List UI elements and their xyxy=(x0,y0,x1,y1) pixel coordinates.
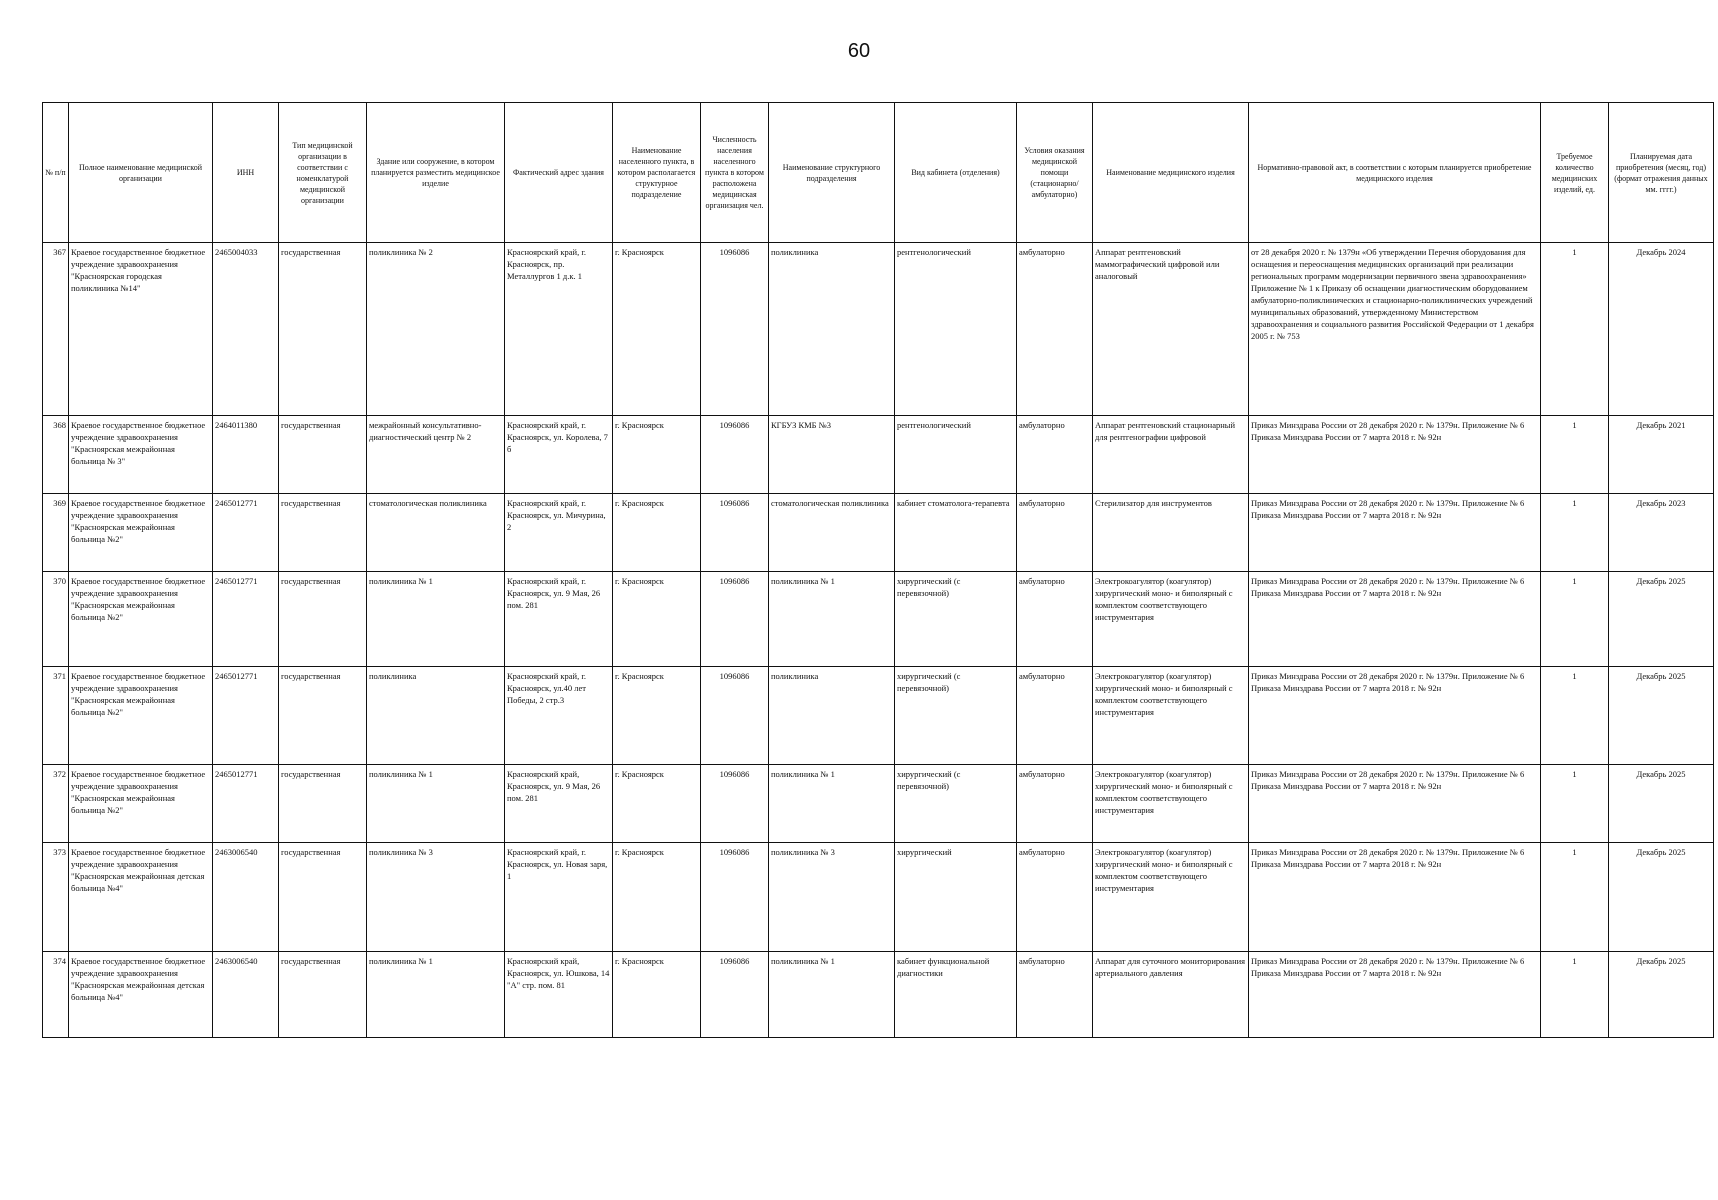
cell-org-type: государственная xyxy=(279,952,367,1038)
cell-legal-act: Приказ Минздрава России от 28 декабря 2020 г. № 1379н. Приложение № 6 Приказа Минздрава России от 7 марта 2018 г. № 92н xyxy=(1249,667,1541,765)
cell-locality: г. Красноярск xyxy=(613,416,701,494)
cell-org-type: государственная xyxy=(279,572,367,667)
cell-population: 1096086 xyxy=(701,667,769,765)
cell-org-type: государственная xyxy=(279,494,367,572)
col-org-type: Тип медицинской организации в соответствии с номенклатурой медицинской организации xyxy=(279,103,367,243)
cell-num: 374 xyxy=(43,952,69,1038)
cell-quantity: 1 xyxy=(1541,416,1609,494)
cell-address: Красноярский край, г. Красноярск, ул. Мичурина, 2 xyxy=(505,494,613,572)
cell-quantity: 1 xyxy=(1541,843,1609,952)
cell-locality: г. Красноярск xyxy=(613,667,701,765)
cell-population: 1096086 xyxy=(701,494,769,572)
cell-building: поликлиника № 1 xyxy=(367,572,505,667)
cell-subdivision: поликлиника № 1 xyxy=(769,572,895,667)
cell-org-name: Краевое государственное бюджетное учреждение здравоохранения "Красноярская межрайонная больница №2" xyxy=(69,494,213,572)
cell-cabinet: хирургический xyxy=(895,843,1017,952)
cell-building: поликлиника № 2 xyxy=(367,243,505,416)
cell-cabinet: рентгенологический xyxy=(895,416,1017,494)
table-row xyxy=(43,667,1714,765)
table-row xyxy=(43,843,1714,952)
cell-inn: 2465012771 xyxy=(213,572,279,667)
cell-device: Аппарат рентгеновский маммографический цифровой или аналоговый xyxy=(1093,243,1249,416)
cell-building: стоматологическая поликлиника xyxy=(367,494,505,572)
cell-quantity: 1 xyxy=(1541,952,1609,1038)
cell-population: 1096086 xyxy=(701,952,769,1038)
cell-address: Красноярский край, Красноярск, ул. Юшкова, 14 "А" стр. пом. 81 xyxy=(505,952,613,1038)
cell-subdivision: поликлиника № 1 xyxy=(769,952,895,1038)
cell-legal-act: Приказ Минздрава России от 28 декабря 2020 г. № 1379н. Приложение № 6 Приказа Минздрава России от 7 марта 2018 г. № 92н xyxy=(1249,416,1541,494)
cell-num: 367 xyxy=(43,243,69,416)
cell-org-type: государственная xyxy=(279,243,367,416)
cell-cabinet: кабинет функциональной диагностики xyxy=(895,952,1017,1038)
col-conditions: Условия оказания медицинской помощи (стационарно/ амбулаторно) xyxy=(1017,103,1093,243)
cell-locality: г. Красноярск xyxy=(613,843,701,952)
cell-num: 370 xyxy=(43,572,69,667)
cell-address: Красноярский край, г. Красноярск, ул. Новая заря, 1 xyxy=(505,843,613,952)
cell-date: Декабрь 2025 xyxy=(1609,843,1714,952)
cell-legal-act: Приказ Минздрава России от 28 декабря 2020 г. № 1379н. Приложение № 6 Приказа Минздрава России от 7 марта 2018 г. № 92н xyxy=(1249,952,1541,1038)
cell-inn: 2464011380 xyxy=(213,416,279,494)
table-row xyxy=(43,416,1714,494)
cell-org-name: Краевое государственное бюджетное учреждение здравоохранения "Красноярская межрайонная больница №2" xyxy=(69,667,213,765)
table-row xyxy=(43,243,1714,416)
cell-legal-act: Приказ Минздрава России от 28 декабря 2020 г. № 1379н. Приложение № 6 Приказа Минздрава России от 7 марта 2018 г. № 92н xyxy=(1249,572,1541,667)
cell-inn: 2465012771 xyxy=(213,667,279,765)
cell-conditions: амбулаторно xyxy=(1017,572,1093,667)
cell-conditions: амбулаторно xyxy=(1017,952,1093,1038)
col-num: № п/п xyxy=(43,103,69,243)
cell-inn: 2463006540 xyxy=(213,843,279,952)
cell-population: 1096086 xyxy=(701,572,769,667)
cell-conditions: амбулаторно xyxy=(1017,765,1093,843)
cell-cabinet: хирургический (с перевязочной) xyxy=(895,765,1017,843)
cell-subdivision: поликлиника № 3 xyxy=(769,843,895,952)
cell-conditions: амбулаторно xyxy=(1017,416,1093,494)
cell-org-type: государственная xyxy=(279,843,367,952)
cell-org-name: Краевое государственное бюджетное учреждение здравоохранения "Красноярская межрайонная детская больница №4" xyxy=(69,952,213,1038)
cell-org-type: государственная xyxy=(279,667,367,765)
cell-quantity: 1 xyxy=(1541,243,1609,416)
cell-cabinet: рентгенологический xyxy=(895,243,1017,416)
col-building: Здание или сооружение, в котором планируется разместить медицинское изделие xyxy=(367,103,505,243)
cell-population: 1096086 xyxy=(701,416,769,494)
cell-subdivision: поликлиника xyxy=(769,243,895,416)
cell-conditions: амбулаторно xyxy=(1017,243,1093,416)
page-number: 60 xyxy=(847,40,871,62)
table-row xyxy=(43,494,1714,572)
cell-num: 368 xyxy=(43,416,69,494)
cell-inn: 2465012771 xyxy=(213,765,279,843)
cell-quantity: 1 xyxy=(1541,494,1609,572)
cell-address: Красноярский край, г. Красноярск, ул. 9 Мая, 26 пом. 281 xyxy=(505,572,613,667)
cell-cabinet: хирургический (с перевязочной) xyxy=(895,572,1017,667)
cell-building: поликлиника № 1 xyxy=(367,952,505,1038)
cell-org-name: Краевое государственное бюджетное учреждение здравоохранения "Красноярская городская поликлиника №14" xyxy=(69,243,213,416)
cell-legal-act: Приказ Минздрава России от 28 декабря 2020 г. № 1379н. Приложение № 6 Приказа Минздрава России от 7 марта 2018 г. № 92н xyxy=(1249,765,1541,843)
cell-conditions: амбулаторно xyxy=(1017,843,1093,952)
cell-building: поликлиника № 1 xyxy=(367,765,505,843)
col-inn: ИНН xyxy=(213,103,279,243)
cell-date: Декабрь 2025 xyxy=(1609,667,1714,765)
cell-legal-act: от 28 декабря 2020 г. № 1379н «Об утверждении Перечня оборудования для оснащения и переоснащения медицинских организаций при реализации региональных программ модернизации первичного звена здравоохранения» Приложение № 1 к Приказу об оснащении диагностическим оборудованием амбулаторно-поликлинических и стационарно-поликлинических учреждений муниципальных образований, утвержденному Министерством здравоохранения и социального развития Российской Федерации от 1 декабря 2005 г. № 753 xyxy=(1249,243,1541,416)
cell-org-name: Краевое государственное бюджетное учреждение здравоохранения "Красноярская межрайонная больница № 3" xyxy=(69,416,213,494)
table-row xyxy=(43,952,1714,1038)
col-device: Наименование медицинского изделия xyxy=(1093,103,1249,243)
cell-building: поликлиника № 3 xyxy=(367,843,505,952)
cell-population: 1096086 xyxy=(701,765,769,843)
cell-inn: 2465012771 xyxy=(213,494,279,572)
cell-device: Электрокоагулятор (коагулятор) хирургический моно- и биполярный с комплектом соответствующего инструментария xyxy=(1093,843,1249,952)
cell-population: 1096086 xyxy=(701,243,769,416)
cell-locality: г. Красноярск xyxy=(613,243,701,416)
cell-date: Декабрь 2024 xyxy=(1609,243,1714,416)
cell-device: Аппарат рентгеновский стационарный для рентгенографии цифровой xyxy=(1093,416,1249,494)
cell-quantity: 1 xyxy=(1541,572,1609,667)
cell-device: Аппарат для суточного мониторирования артериального давления xyxy=(1093,952,1249,1038)
cell-quantity: 1 xyxy=(1541,667,1609,765)
cell-legal-act: Приказ Минздрава России от 28 декабря 2020 г. № 1379н. Приложение № 6 Приказа Минздрава России от 7 марта 2018 г. № 92н xyxy=(1249,494,1541,572)
cell-org-name: Краевое государственное бюджетное учреждение здравоохранения "Красноярская межрайонная больница №2" xyxy=(69,572,213,667)
cell-cabinet: кабинет стоматолога-терапевта xyxy=(895,494,1017,572)
col-cabinet: Вид кабинета (отделения) xyxy=(895,103,1017,243)
col-subdivision: Наименование структурного подразделения xyxy=(769,103,895,243)
cell-date: Декабрь 2025 xyxy=(1609,572,1714,667)
col-quantity: Требуемое количество медицинских изделий, ед. xyxy=(1541,103,1609,243)
col-legal-act: Нормативно-правовой акт, в соответствии с которым планируется приобретение медицинского изделия xyxy=(1249,103,1541,243)
cell-date: Декабрь 2025 xyxy=(1609,765,1714,843)
cell-device: Электрокоагулятор (коагулятор) хирургический моно- и биполярный с комплектом соответствующего инструментария xyxy=(1093,667,1249,765)
cell-address: Красноярский край, г. Красноярск, ул.40 лет Победы, 2 стр.3 xyxy=(505,667,613,765)
cell-conditions: амбулаторно xyxy=(1017,667,1093,765)
cell-address: Красноярский край, г. Красноярск, ул. Королева, 7 б xyxy=(505,416,613,494)
cell-address: Красноярский край, Красноярск, ул. 9 Мая, 26 пом. 281 xyxy=(505,765,613,843)
col-address: Фактический адрес здания xyxy=(505,103,613,243)
table-row xyxy=(43,572,1714,667)
cell-inn: 2463006540 xyxy=(213,952,279,1038)
cell-num: 371 xyxy=(43,667,69,765)
col-org-name: Полное наименование медицинской организации xyxy=(69,103,213,243)
col-locality: Наименование населенного пункта, в котором располагается структурное подразделение xyxy=(613,103,701,243)
cell-population: 1096086 xyxy=(701,843,769,952)
cell-date: Декабрь 2025 xyxy=(1609,952,1714,1038)
cell-subdivision: КГБУЗ КМБ №3 xyxy=(769,416,895,494)
cell-building: межрайонный консультативно-диагностический центр № 2 xyxy=(367,416,505,494)
cell-device: Электрокоагулятор (коагулятор) хирургический моно- и биполярный с комплектом соответствующего инструментария xyxy=(1093,572,1249,667)
cell-locality: г. Красноярск xyxy=(613,494,701,572)
cell-cabinet: хирургический (с перевязочной) xyxy=(895,667,1017,765)
cell-date: Декабрь 2021 xyxy=(1609,416,1714,494)
cell-locality: г. Красноярск xyxy=(613,952,701,1038)
cell-org-type: государственная xyxy=(279,416,367,494)
cell-legal-act: Приказ Минздрава России от 28 декабря 2020 г. № 1379н. Приложение № 6 Приказа Минздрава России от 7 марта 2018 г. № 92н xyxy=(1249,843,1541,952)
cell-address: Красноярский край, г. Красноярск, пр. Металлургов 1 д.к. 1 xyxy=(505,243,613,416)
cell-org-name: Краевое государственное бюджетное учреждение здравоохранения "Красноярская межрайонная детская больница №4" xyxy=(69,843,213,952)
cell-num: 373 xyxy=(43,843,69,952)
cell-date: Декабрь 2023 xyxy=(1609,494,1714,572)
cell-locality: г. Красноярск xyxy=(613,572,701,667)
header-row xyxy=(43,103,1714,243)
cell-subdivision: стоматологическая поликлиника xyxy=(769,494,895,572)
cell-subdivision: поликлиника № 1 xyxy=(769,765,895,843)
cell-device: Стерилизатор для инструментов xyxy=(1093,494,1249,572)
cell-org-name: Краевое государственное бюджетное учреждение здравоохранения "Красноярская межрайонная больница №2" xyxy=(69,765,213,843)
cell-inn: 2465004033 xyxy=(213,243,279,416)
cell-org-type: государственная xyxy=(279,765,367,843)
cell-conditions: амбулаторно xyxy=(1017,494,1093,572)
col-date: Планируемая дата приобретения (месяц, год) (формат отражения данных мм. гггг.) xyxy=(1609,103,1714,243)
col-population: Численность населения населенного пункта в котором расположена медицинская организация чел. xyxy=(701,103,769,243)
cell-num: 372 xyxy=(43,765,69,843)
cell-quantity: 1 xyxy=(1541,765,1609,843)
equipment-table xyxy=(42,102,1714,1038)
cell-building: поликлиника xyxy=(367,667,505,765)
cell-locality: г. Красноярск xyxy=(613,765,701,843)
cell-subdivision: поликлиника xyxy=(769,667,895,765)
cell-num: 369 xyxy=(43,494,69,572)
table-row xyxy=(43,765,1714,843)
cell-device: Электрокоагулятор (коагулятор) хирургический моно- и биполярный с комплектом соответствующего инструментария xyxy=(1093,765,1249,843)
